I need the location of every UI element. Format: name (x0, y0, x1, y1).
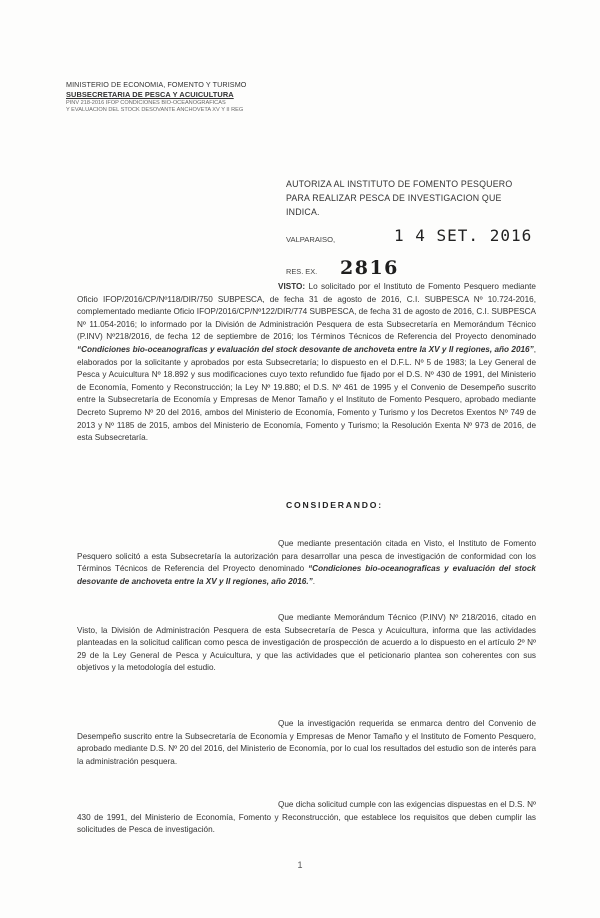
p1-text-2: . (312, 576, 315, 586)
resolution-subject: AUTORIZA AL INSTITUTO DE FOMENTO PESQUERO PARA REALIZAR PESCA DE INVESTIGACION QUE INDICA. (286, 179, 513, 217)
considerando-paragraph-3 (77, 718, 536, 768)
place-label: VALPARAISO, (286, 235, 336, 244)
visto-keyword: VISTO: (278, 282, 306, 291)
p1-text-1: Que mediante presentación citada en Visto, el Instituto de Fomento Pesquero solicitó a esta Subsecretaría la autorización para desarrollar una pesca de investigación de conformidad con los Términos Técnicos de Referencia del Proyecto denominado (77, 539, 536, 574)
visto-text-1: Lo solicitado por el Instituto de Fomento Pesquero mediante Oficio IFOP/2016/CP/Nº118/DIR/750 SUBPESCA, de fecha 31 de agosto de 2016, C.I. SUBPESCA Nº 10.724-2016, complementado mediante Oficio IFOP/2016/CP/Nº122/DIR/774 SUBPESCA, de fecha 31 de agosto de 2016, C.I. SUBPESCA Nº 11.054-2016; lo informado por la División de Administración Pesquera de esta Subsecretaría en Memorándum Técnico (P.INV) Nº218/2016, de fecha 12 de septiembre de 2016; los Términos Técnicos de Referencia del Proyecto denominado (77, 282, 536, 342)
letterhead (66, 80, 296, 114)
place-date (286, 225, 546, 249)
visto-paragraph (77, 281, 536, 445)
resolution-number-block (286, 257, 486, 283)
ministry-name: MINISTERIO DE ECONOMIA, FOMENTO Y TURISMO (66, 80, 247, 89)
resolution-number: 2816 (340, 257, 399, 279)
p4-text: Que dicha solicitud cumple con las exigencias dispuestas en el D.S. Nº 430 de 1991, del Ministerio de Economía, Fomento y Reconstrucción, que establece los requisitos que deben cumplir las solicitudes de Pesca de investigación. (77, 800, 536, 835)
considerando-paragraph-2 (77, 612, 536, 675)
p2-text: Que mediante Memorándum Técnico (P.INV) Nº 218/2016, citado en Visto, la División de Administración Pesquera de esta Subsecretaría de Pesca y Acuicultura, informa que las actividades planteadas en la solicitud califican como pesca de investigación de prospección de acuerdo a lo dispuesto en el artículo 2º Nº 29 de la Ley General de Pesca y Acuicultura, y que las actividades que el peticionario plantea son coherentes con sus objetivos y la metodología del estudio. (77, 613, 536, 673)
considerando-heading: CONSIDERANDO: (286, 500, 383, 510)
reference-line-2: Y EVALUACION DEL STOCK DESOVANTE ANCHOVETA XV Y II REG (66, 107, 244, 113)
p3-text: Que la investigación requerida se enmarca dentro del Convenio de Desempeño suscrito entre la Subsecretaría de Economía y Empresas de Menor Tamaño y el Instituto de Fomento Pesquero, aprobado mediante D.S. Nº 20 del 2016, del Ministerio de Economía, por lo cual los resultados del estudio son de interés para la administración pesquera. (77, 719, 536, 766)
resolution-label: RES. EX. (286, 267, 318, 276)
reference-line-1: PINV 218-2016 IFOP CONDICIONES BIO-OCEANOGRAFICAS (66, 100, 226, 106)
page-number: 1 (297, 860, 303, 870)
considerando-paragraph-1 (77, 538, 536, 588)
visto-text-2: , elaborados por la solicitante y aprobados por esta Subsecretaría; lo dispuesto en el D.F.L. Nº 5 de 1983; la Ley General de Pesca y Acuicultura Nº 18.892 y sus modificaciones cuyo texto refundido fue fijado por el D.S. Nº 430 de 1991, del Ministerio de Economía, Fomento y Reconstrucción; la Ley Nº 19.880; el D.S. Nº 461 de 1995 y el Convenio de Desempeño suscrito entre la Subsecretaría de Economía y Empresas de Menor Tamaño y el Instituto de Fomento Pesquero, aprobado mediante Decreto Supremo Nº 20 del 2016, ambos del Ministerio de Economía, Fomento y Turismo y los Decretos Exentos Nº 749 de 2013 y Nº 1185 de 2015, ambos del Ministerio de Economía, Fomento y Turismo; la Resolución Exenta Nº 973 de 2016, de esta Subsecretaría. (77, 344, 536, 443)
subsecretaria-name: SUBSECRETARIA DE PESCA Y ACUICULTURA (66, 90, 234, 99)
p1-project-title: “Condiciones bio-oceanograficas y evaluación del stock desovante de anchoveta entre la XV y II regiones, año 2016.” (77, 564, 536, 586)
considerando-paragraph-4 (77, 799, 536, 837)
date-stamp: 1 4 SET. 2016 (394, 226, 533, 245)
visto-project-title: “Condiciones bio-oceanograficas y evaluación del stock desovante de anchoveta entre la XV y II regiones, año 2016” (77, 344, 534, 354)
